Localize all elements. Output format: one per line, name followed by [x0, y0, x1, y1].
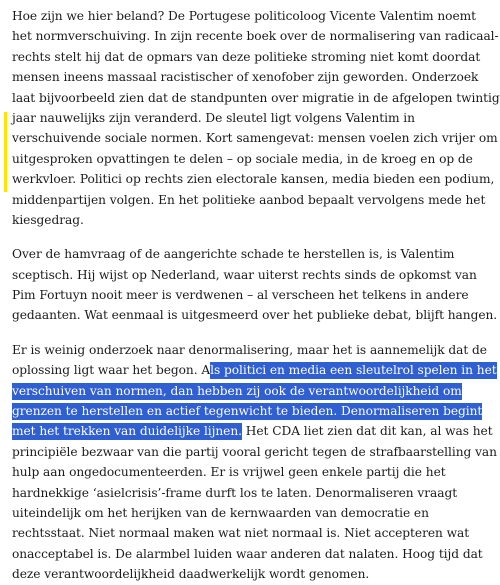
text-line: deze verantwoordelijkheid daadwerkelijk wordt genomen. [12, 567, 370, 582]
selected-text[interactable]: met het trekken van duidelijke lijnen. [12, 424, 242, 439]
text-line: Er is weinig onderzoek naar denormalisering, maar het is aannemelijk dat de [12, 342, 487, 357]
text-line: het normverschuiving. In zijn recente boek over de normalisering van radicaal- [12, 29, 499, 44]
selected-text[interactable]: ls politici en media een sleutelrol spelen in het [210, 363, 497, 378]
text-segment: Het CDA liet zien dat dit kan, al was het [241, 424, 493, 439]
text-line: Over de hamvraag of de aangerichte schade te herstellen is, is Valentim [12, 247, 455, 262]
text-line: gedaanten. Wat eenmaal is uitgesmeerd over het publieke debat, blijft hangen. [12, 308, 498, 323]
text-line [12, 401, 483, 421]
selected-text[interactable]: grenzen te herstellen en actief tegenwicht te bieden. Denormaliseren begint [12, 404, 483, 419]
text-segment: oplossing ligt waar het begon. A [12, 363, 211, 378]
text-line: rechts stelt hij dat de opmars van deze politieke stroming niet komt doordat [12, 49, 481, 64]
text-line: Hoe zijn we hier beland? De Portugese politicoloog Vicente Valentim noemt [12, 9, 476, 23]
paragraph-2 [12, 244, 498, 326]
text-line: werkvloer. Politici op rechts zien electorale kansen, media bieden een podium, [12, 172, 495, 187]
text-line: onacceptabel is. De alarmbel luiden waar anderen dat nalaten. Hoog tijd dat [12, 546, 483, 561]
paragraph-3[interactable] [12, 340, 497, 585]
text-line: principiële bezwaar van die partij vooral gericht tegen de strafbaarstelling van [12, 444, 497, 459]
text-line: laat bijvoorbeeld zien dat de standpunten over migratie in de afgelopen twintig [12, 90, 500, 105]
paragraph-gap [12, 230, 452, 244]
text-line: verschuivende sociale normen. Kort samengevat: mensen voelen zich vrijer om [12, 131, 498, 146]
text-line: kiesgedrag. [12, 212, 84, 227]
text-line: hardnekkige ‘asielcrisis’-frame durft los te laten. Denormaliseren vraagt [12, 485, 458, 500]
paragraph-1 [12, 6, 500, 230]
text-line: uitgesproken opvattingen te delen – op sociale media, in de kroeg en op de [12, 151, 473, 166]
selected-text[interactable]: verschuiven van normen, dan hebben zij ook de verantwoordelijkheid om [12, 383, 462, 398]
text-line: uiteindelijk om het herijken van de kernwaarden van democratie en [12, 505, 429, 520]
article-body [12, 6, 500, 585]
text-line: middenpartijen volgen. En het politieke aanbod bepaalt vervolgens mede het [12, 192, 486, 207]
text-line: rechtsstaat. Niet normaal maken wat niet normaal is. Niet accepteren wat [12, 526, 470, 541]
text-line [12, 381, 462, 401]
text-line [12, 421, 493, 441]
margin-highlight-mark [4, 112, 7, 192]
text-line [12, 360, 497, 380]
text-line: mensen ineens massaal racistischer of xenofober zijn geworden. Onderzoek [12, 70, 479, 85]
paragraph-gap [12, 326, 452, 340]
text-line: sceptisch. Hij wijst op Nederland, waar uiterst rechts sinds de opkomst van [12, 267, 477, 282]
text-line: jaar nauwelijks zijn veranderd. De sleutel ligt volgens Valentim in [12, 110, 415, 125]
text-line: hulp aan ongedocumenteerden. Er is vrijwel geen enkele partij die het [12, 465, 446, 480]
text-line: Pim Fortuyn nooit meer is verdwenen – al verscheen het telkens in andere [12, 288, 469, 303]
